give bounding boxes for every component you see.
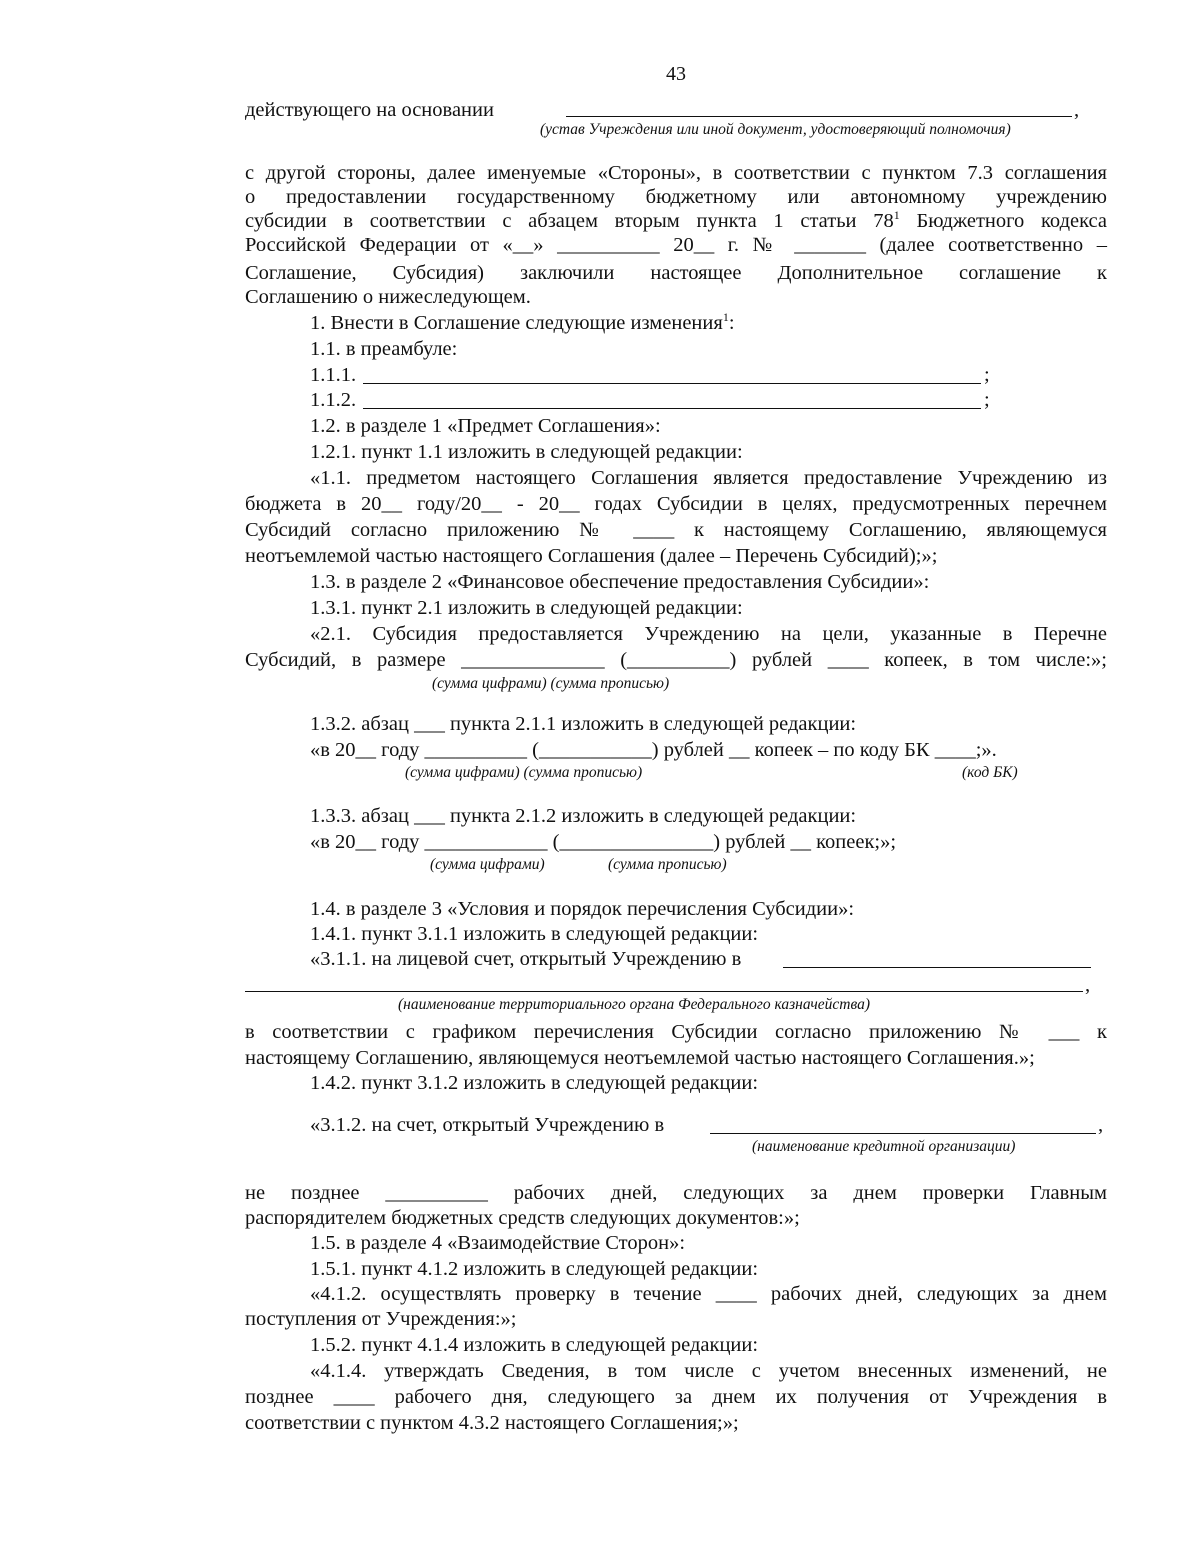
text-line: 1.5. в разделе 4 «Взаимодействие Сторон»: <box>310 1232 686 1254</box>
text-line: «1.1. предметом настоящего Соглашения является предоставление Учреждению из <box>310 467 1107 489</box>
fill-in-blank <box>245 991 1083 992</box>
text-line: 1.4.2. пункт 3.1.2 изложить в следующей редакции: <box>310 1072 759 1094</box>
fill-in-blank <box>710 1133 1096 1134</box>
text-line: 1.4.1. пункт 3.1.1 изложить в следующей редакции: <box>310 923 759 945</box>
text-line: 1.1. в преамбуле: <box>310 338 458 360</box>
fill-in-blank <box>363 383 981 384</box>
text-line: 1.1.2. <box>310 389 357 411</box>
text-line: настоящему Соглашению, являющемуся неотъемлемой частью настоящего Соглашения.»; <box>245 1047 1035 1069</box>
text-line: 1.5.1. пункт 4.1.2 изложить в следующей редакции: <box>310 1258 759 1280</box>
text-line: бюджета в 20__ году/20__ - 20__ годах Субсидии в целях, предусмотренных перечнем <box>245 493 1107 515</box>
text-line: «4.1.4. утверждать Сведения, в том числе с учетом внесенных изменений, не <box>310 1360 1107 1382</box>
text-line: позднее ____ рабочего дня, следующего за днем их получения от Учреждения в <box>245 1386 1107 1408</box>
text-line: неотъемлемой частью настоящего Соглашения (далее – Перечень Субсидий);»; <box>245 545 938 567</box>
text-line: «2.1. Субсидия предоставляется Учреждению на цели, указанные в Перечне <box>310 623 1107 645</box>
field-caption: (сумма цифрами) <box>430 856 545 873</box>
text-line: о предоставлении государственному бюджетному или автономному учреждению <box>245 186 1107 208</box>
field-caption: (наименование территориального органа Федерального казначейства) <box>398 996 871 1013</box>
text-line: субсидии в соответствии с абзацем вторым пункта 1 статьи $78^1$ Бюджетного кодекса <box>245 208 1107 232</box>
field-caption: (наименование кредитной организации) <box>752 1138 1016 1155</box>
field-caption: (сумма цифрами) (сумма прописью) <box>405 764 643 781</box>
fill-in-blank <box>566 116 1072 117</box>
text-line: Российской Федерации от «__» __________ 20__ г. № _______ (далее соответственно – <box>245 234 1107 256</box>
text-line: «в 20__ году ____________ (_______________) рублей __ копеек;»; <box>310 831 897 853</box>
field-caption: (устав Учреждения или иной документ, удостоверяющий полномочия) <box>540 121 1011 138</box>
text-line: не позднее __________ рабочих дней, следующих за днем проверки Главным <box>245 1182 1107 1204</box>
text-line: распорядителем бюджетных средств следующих документов:»; <box>245 1207 800 1229</box>
text-line: ; <box>984 364 990 386</box>
text-line: в соответствии с графиком перечисления Субсидии согласно приложению № ___ к <box>245 1021 1107 1043</box>
text-line: «3.1.2. на счет, открытый Учреждению в <box>310 1114 665 1136</box>
text-line: «4.1.2. осуществлять проверку в течение ____ рабочих дней, следующих за днем <box>310 1283 1107 1305</box>
text-line: 1.2.1. пункт 1.1 изложить в следующей редакции: <box>310 441 743 463</box>
page-number: 43 <box>666 63 686 85</box>
text-line: «3.1.1. на лицевой счет, открытый Учреждению в <box>310 948 742 970</box>
text-line: действующего на основании <box>245 99 494 121</box>
text-line: Соглашению о нижеследующем. <box>245 286 531 308</box>
field-caption: (сумма цифрами) (сумма прописью) <box>432 675 670 692</box>
text-line: «в 20__ году __________ (___________) рублей __ копеек – по коду БК ____;». <box>310 739 997 761</box>
text-line: 1.5.2. пункт 4.1.4 изложить в следующей редакции: <box>310 1334 759 1356</box>
text-line: 1.3.3. абзац ___ пункта 2.1.2 изложить в следующей редакции: <box>310 805 857 827</box>
text-line: Субсидий согласно приложению № ____ к настоящему Соглашению, являющемуся <box>245 519 1107 541</box>
field-caption: (сумма прописью) <box>608 856 727 873</box>
text-line: , <box>1098 1114 1104 1136</box>
fill-in-blank <box>783 967 1091 968</box>
text-line: 1.3.2. абзац ___ пункта 2.1.1 изложить в следующей редакции: <box>310 713 857 735</box>
text-line: 1.4. в разделе 3 «Условия и порядок перечисления Субсидии»: <box>310 898 855 920</box>
text-line: 1.3.1. пункт 2.1 изложить в следующей редакции: <box>310 597 743 619</box>
text-line: с другой стороны, далее именуемые «Стороны», в соответствии с пунктом 7.3 соглашения <box>245 162 1107 184</box>
text-line: ; <box>984 389 990 411</box>
text-line: поступления от Учреждения:»; <box>245 1308 517 1330</box>
fill-in-blank <box>363 408 981 409</box>
text-line: 1.2. в разделе 1 «Предмет Соглашения»: <box>310 415 661 437</box>
text-line: , <box>1074 99 1080 121</box>
text-line: соответствии с пунктом 4.3.2 настоящего Соглашения;»; <box>245 1412 739 1434</box>
text-line: 1.3. в разделе 2 «Финансовое обеспечение предоставления Субсидии»: <box>310 571 930 593</box>
text-line: Соглашение, Субсидия) заключили настоящее Дополнительное соглашение к <box>245 262 1107 284</box>
field-caption: (код БК) <box>962 764 1018 781</box>
text-line: 1. Внести в Соглашение следующие изменения$^1$: <box>310 310 735 334</box>
text-line: Субсидий, в размере ______________ (__________) рублей ____ копеек, в том числе:»; <box>245 649 1107 671</box>
text-line: , <box>1085 974 1091 996</box>
text-line: 1.1.1. <box>310 364 357 386</box>
